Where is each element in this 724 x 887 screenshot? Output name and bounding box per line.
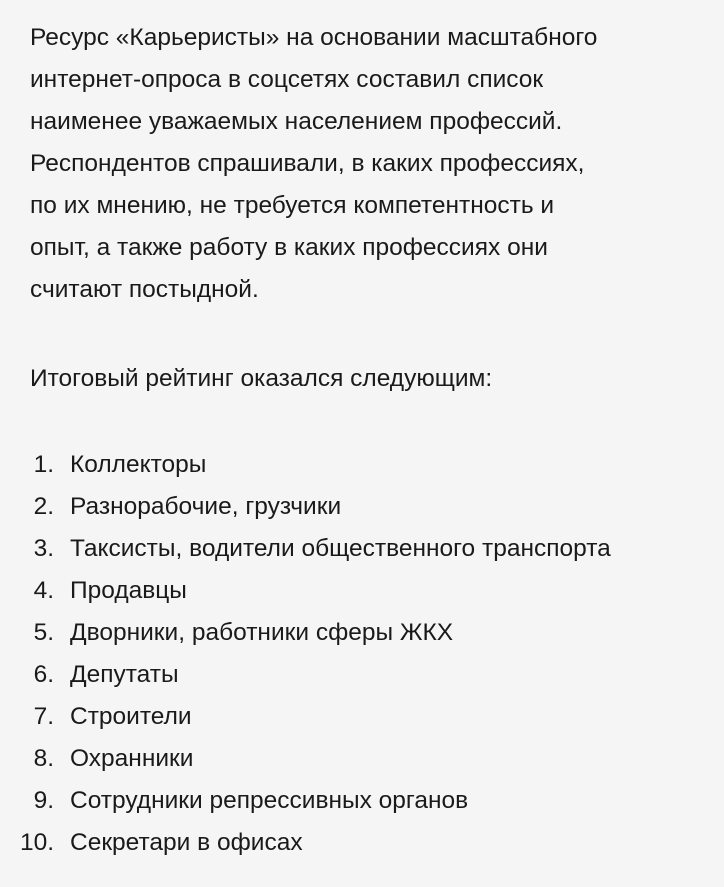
- intro-line: наименее уважаемых населением профессий.: [30, 108, 563, 135]
- ranking-list: [0, 444, 724, 864]
- intro-paragraph: [30, 17, 710, 311]
- list-item-text: Сотрудники репрессивных органов: [70, 787, 469, 814]
- list-item-number: 6.: [33, 661, 54, 688]
- list-item: [0, 528, 724, 570]
- list-item: [0, 444, 724, 486]
- list-item: [0, 612, 724, 654]
- list-item-text: Продавцы: [70, 577, 187, 604]
- intro-line: считают постыдной.: [30, 276, 259, 303]
- list-item: [0, 654, 724, 696]
- list-item-number: 3.: [33, 535, 54, 562]
- list-item-number: 4.: [33, 577, 54, 604]
- list-item-number: 7.: [33, 703, 54, 730]
- list-item: [0, 780, 724, 822]
- list-item-number: 8.: [33, 745, 54, 772]
- list-item-text: Строители: [70, 703, 192, 730]
- list-item: [0, 570, 724, 612]
- list-item-number: 5.: [33, 619, 54, 646]
- list-item-number: 9.: [33, 787, 54, 814]
- intro-line: по их мнению, не требуется компетентность и: [30, 192, 555, 219]
- list-item-text: Дворники, работники сферы ЖКХ: [70, 619, 454, 646]
- list-item-number: 1.: [33, 451, 54, 478]
- list-item-text: Депутаты: [70, 661, 179, 688]
- intro-line: Ресурс «Карьеристы» на основании масштабного: [30, 24, 598, 51]
- list-item: [0, 738, 724, 780]
- intro-line: опыт, а также работу в каких профессиях они: [30, 234, 548, 261]
- intro-line: Респондентов спрашивали, в каких профессиях,: [30, 150, 585, 177]
- list-item: [0, 696, 724, 738]
- list-item-text: Коллекторы: [70, 451, 207, 478]
- list-item-number: 2.: [33, 493, 54, 520]
- list-item-text: Охранники: [70, 745, 194, 772]
- summary-text: Итоговый рейтинг оказался следующим:: [30, 365, 493, 392]
- list-item-text: Разнорабочие, грузчики: [70, 493, 342, 520]
- list-item-text: Таксисты, водители общественного транспорта: [70, 535, 611, 562]
- list-item: [0, 822, 724, 864]
- list-item-text: Секретари в офисах: [70, 829, 303, 856]
- intro-line: интернет-опроса в соцсетях составил список: [30, 66, 544, 93]
- list-item: [0, 486, 724, 528]
- list-item-number: 10.: [19, 829, 54, 856]
